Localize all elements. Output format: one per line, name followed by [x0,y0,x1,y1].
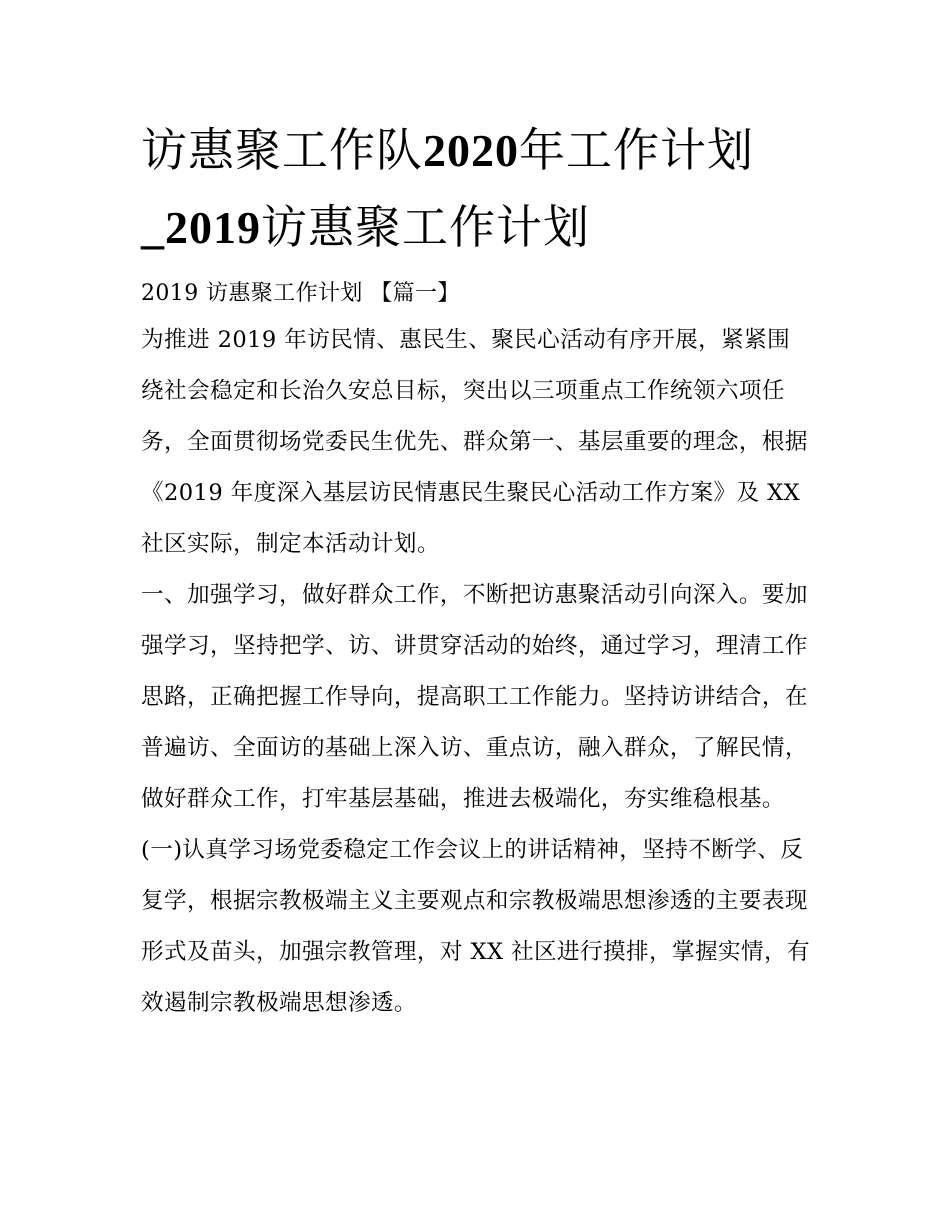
paragraph-subsection-one: (一)认真学习场党委稳定工作会议上的讲话精神，坚持不断学、反复学，根据宗教极端主义主要观点和宗教极端思想渗透的主要表现形式及苗头，加强宗教管理，对 XX 社区进行摸排，掌握实情，有效遏制宗教极端思想渗透。 [141,837,810,1016]
document-title [141,112,813,266]
title-line1-text-a: 访惠聚工作队 [141,123,423,177]
title-line1-year: 2020 [423,125,519,176]
paragraph-section-one: 一、加强学习，做好群众工作，不断把访惠聚活动引向深入。要加强学习，坚持把学、访、讲贯穿活动的始终，通过学习，理清工作思路，正确把握工作导向，提高职工工作能力。坚持访讲结合，在普遍访、全面访的基础上深入访、重点访，融入群众，了解民情，做好群众工作，打牢基层基础，推进去极端化，夯实维稳根基。 [141,582,808,812]
document-body [141,112,813,1029]
paragraph-intro: 为推进 2019 年访民情、惠民生、聚民心活动有序开展，紧紧围绕社会稳定和长治久安总目标，突出以三项重点工作统领六项任务，全面贯彻场党委民生优先、群众第一、基层重要的理念，根据《2019 年度深入基层访民情惠民生聚民心活动工作方案》及 XX 社区实际，制定本活动计划。 [141,327,808,557]
title-line2-year: _2019 [141,202,261,253]
title-line1-text-b: 年工作计划 [519,123,754,177]
title-line2-text: 访惠聚工作计划 [261,200,590,254]
section-heading: 2019 访惠聚工作计划 【篇一】 [141,281,460,306]
